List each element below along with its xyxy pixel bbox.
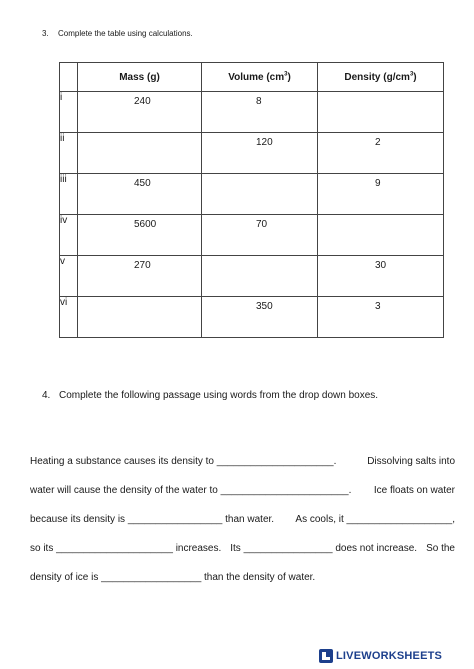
passage-sentence[interactable]: because its density is _________________ than water. — [30, 514, 275, 525]
volume-value: 8 — [256, 96, 262, 107]
mass-cell[interactable] — [78, 92, 202, 133]
passage-sentence[interactable]: Heating a substance causes its density to _____________________. — [30, 456, 337, 467]
header-density — [318, 63, 444, 92]
mass-cell[interactable] — [78, 297, 202, 338]
row-label: iii — [60, 174, 78, 215]
volume-cell[interactable] — [202, 297, 318, 338]
density-value: 9 — [375, 178, 381, 189]
passage-sentence[interactable]: density of ice is __________________ than the density of water. — [30, 572, 316, 583]
volume-cell[interactable] — [202, 92, 318, 133]
header-density-text: Density (g/cm — [344, 71, 410, 83]
density-value: 3 — [375, 301, 381, 312]
passage-sentence: Ice floats on water — [373, 485, 455, 496]
density-cell[interactable] — [318, 215, 444, 256]
density-value: 30 — [375, 260, 387, 271]
density-value — [318, 215, 443, 219]
header-density-sup: 3 — [409, 71, 414, 78]
question-4-number: 4. — [42, 390, 51, 401]
density-cell[interactable] — [318, 92, 444, 133]
header-volume — [202, 63, 318, 92]
mass-value: 450 — [134, 178, 151, 189]
volume-value — [202, 174, 317, 178]
row-label: vi — [60, 297, 78, 338]
table-row — [60, 92, 444, 133]
question-4-text: Complete the following passage using words from the drop down boxes. — [59, 390, 379, 401]
volume-cell[interactable] — [202, 256, 318, 297]
table-row — [60, 297, 444, 338]
mass-cell[interactable] — [78, 215, 202, 256]
volume-value: 120 — [256, 137, 273, 148]
liveworksheets-logo — [319, 649, 442, 663]
passage-sentence: Dissolving salts into — [367, 456, 455, 467]
table-header-row — [60, 63, 444, 92]
table-row — [60, 133, 444, 174]
header-mass: Mass (g) — [78, 63, 202, 92]
question-3-text: Complete the table using calculations. — [58, 29, 193, 38]
table-row — [60, 215, 444, 256]
logo-text: LIVEWORKSHEETS — [336, 650, 443, 662]
liveworksheets-logo-icon — [319, 649, 333, 663]
passage-sentence[interactable]: so its _____________________ increases. — [30, 543, 222, 554]
header-volume-text: Volume (cm — [228, 71, 285, 83]
passage-line-3 — [30, 514, 455, 543]
density-value: 2 — [375, 137, 381, 148]
mass-value: 5600 — [134, 219, 157, 230]
volume-value — [202, 256, 317, 260]
passage-sentence[interactable]: water will cause the density of the water to _______________________. — [30, 485, 352, 496]
question-4 — [42, 390, 378, 401]
question-3 — [42, 29, 193, 38]
mass-cell[interactable] — [78, 256, 202, 297]
header-row-label — [60, 63, 78, 92]
volume-cell[interactable] — [202, 215, 318, 256]
density-cell[interactable] — [318, 174, 444, 215]
density-cell[interactable] — [318, 297, 444, 338]
calculation-table — [59, 62, 444, 338]
row-label: ii — [60, 133, 78, 174]
row-label: iv — [60, 215, 78, 256]
passage-line-1 — [30, 456, 455, 485]
density-cell[interactable] — [318, 256, 444, 297]
mass-cell[interactable] — [78, 133, 202, 174]
mass-cell[interactable] — [78, 174, 202, 215]
passage-sentence[interactable]: Its ________________ does not increase. — [230, 543, 418, 554]
row-label: i — [60, 92, 78, 133]
density-cell[interactable] — [318, 133, 444, 174]
passage-sentence: So the — [426, 543, 455, 554]
density-value — [318, 92, 443, 96]
passage-line-5 — [30, 572, 455, 601]
volume-cell[interactable] — [202, 133, 318, 174]
fill-in-passage — [30, 456, 455, 601]
header-volume-end: ) — [287, 71, 291, 83]
question-3-number: 3. — [42, 29, 49, 38]
mass-value: 270 — [134, 260, 151, 271]
volume-cell[interactable] — [202, 174, 318, 215]
mass-value — [78, 133, 201, 137]
row-label: v — [60, 256, 78, 297]
header-volume-sup: 3 — [284, 71, 288, 78]
passage-sentence[interactable]: As cools, it ___________________, — [295, 514, 455, 525]
header-density-end: ) — [413, 71, 417, 83]
table-row — [60, 174, 444, 215]
mass-value — [78, 297, 201, 301]
mass-value: 240 — [134, 96, 151, 107]
passage-line-2 — [30, 485, 455, 514]
volume-value: 70 — [256, 219, 268, 230]
passage-line-4 — [30, 543, 455, 572]
volume-value: 350 — [256, 301, 273, 312]
table-row — [60, 256, 444, 297]
